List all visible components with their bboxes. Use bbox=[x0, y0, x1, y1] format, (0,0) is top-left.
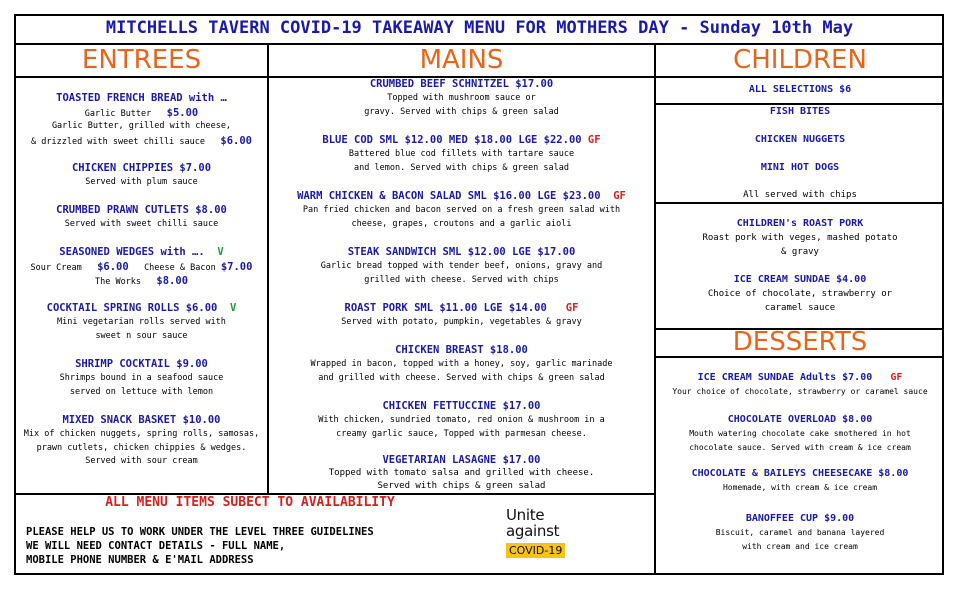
entree-snack-desc3: Served with sour cream bbox=[85, 456, 198, 466]
entree-toasted-bread: TOASTED FRENCH BREAD with … bbox=[56, 92, 227, 104]
children-fish-bites: FISH BITES bbox=[769, 106, 831, 117]
main-chicken-breast: CHICKEN BREAST $18.00 bbox=[395, 344, 528, 356]
main-chicken-bacon-salad bbox=[269, 190, 654, 202]
entree-toasted-bread-option1 bbox=[16, 107, 267, 119]
availability-notice: ALL MENU ITEMS SUBECT TO AVAILABILITY bbox=[105, 495, 395, 510]
main-steak-sandwich: STEAK SANDWICH SML $12.00 LGE $17.00 bbox=[347, 246, 576, 258]
main-chicken-fettuccine: CHICKEN FETTUCCINE $17.00 bbox=[382, 400, 541, 412]
children-ice-cream-sundae: ICE CREAM SUNDAE $4.00 bbox=[733, 274, 867, 285]
entree-prawn-cutlets: CRUMBED PRAWN CUTLETS $8.00 bbox=[56, 204, 227, 216]
entree-spring-rolls-desc2: sweet n sour sauce bbox=[95, 331, 188, 341]
dessert-chocolate-overload: CHOCOLATE OVERLOAD $8.00 bbox=[727, 414, 873, 425]
vegetarian-badge: V bbox=[217, 246, 224, 258]
item-name: WARM CHICKEN & BACON SALAD SML $16.00 LGE $23.00 bbox=[297, 190, 601, 202]
mains-heading: MAINS bbox=[419, 45, 504, 75]
main-fettuccine-desc1: With chicken, sundried tomato, red onion & mushroom in a bbox=[318, 415, 605, 425]
dessert-baileys-cheesecake: CHOCOLATE & BAILEYS CHEESECAKE $8.00 bbox=[691, 468, 909, 479]
option-price: $8.00 bbox=[156, 275, 189, 287]
children-chicken-nuggets: CHICKEN NUGGETS bbox=[754, 134, 846, 145]
logo-line-2: against bbox=[506, 522, 560, 540]
option-label: & drizzled with sweet chilli sauce bbox=[31, 137, 206, 147]
entree-chicken-chippies: CHICKEN CHIPPIES $7.00 bbox=[71, 162, 212, 174]
gluten-free-badge: GF bbox=[565, 302, 579, 314]
gluten-free-badge: GF bbox=[613, 190, 626, 202]
entree-snack-basket: MIXED SNACK BASKET $10.00 bbox=[62, 414, 221, 426]
entree-snack-desc2: prawn cutlets, chicken chippies & wedges. bbox=[36, 443, 247, 453]
main-cod-desc1: Battered blue cod fillets with tartare sauce bbox=[348, 149, 575, 159]
children-served-with-chips: All served with chips bbox=[743, 190, 857, 200]
logo-line-3: COVID-19 bbox=[506, 543, 565, 558]
unite-against-covid-logo bbox=[506, 507, 578, 558]
entree-shrimp-desc2: served on lettuce with lemon bbox=[69, 387, 214, 397]
entree-spring-rolls bbox=[16, 302, 267, 314]
children-sundae-desc1: Choice of chocolate, strawberry or bbox=[707, 289, 893, 299]
item-name: SEASONED WEDGES with …. bbox=[59, 246, 205, 258]
main-pork-desc1: Served with potato, pumpkin, vegetables & gravy bbox=[341, 317, 582, 327]
option-label: The Works bbox=[94, 277, 142, 287]
item-name: ROAST PORK SML $11.00 LGE $14.00 bbox=[344, 302, 547, 314]
entree-chicken-chippies-desc: Served with plum sauce bbox=[85, 177, 198, 187]
main-fettuccine-desc2: creamy garlic sauce, Topped with parmesan cheese. bbox=[336, 429, 587, 439]
guidelines-line-1: PLEASE HELP US TO WORK UNDER THE LEVEL THREE GUIDELINES bbox=[26, 526, 374, 538]
dessert-sundae-desc: Your choice of chocolate, strawberry or caramel sauce bbox=[672, 387, 928, 396]
children-allsel-divider bbox=[654, 103, 944, 105]
main-schnitzel-desc2: gravy. Served with chips & green salad bbox=[364, 107, 559, 117]
main-salad-desc1: Pan fried chicken and bacon served on a fresh green salad with bbox=[302, 205, 621, 215]
entree-prawn-cutlets-desc: Served with sweet chilli sauce bbox=[64, 219, 219, 229]
gluten-free-badge: GF bbox=[587, 134, 601, 146]
guidelines-line-2: WE WILL NEED CONTACT DETAILS - FULL NAME, bbox=[26, 540, 286, 552]
dessert-overload-desc2: chocolate sauce. Served with cream & ice cream bbox=[689, 443, 911, 452]
entree-snack-desc1: Mix of chicken nuggets, spring rolls, samosas, bbox=[23, 429, 260, 439]
children-pork-desc1: Roast pork with veges, mashed potato bbox=[702, 233, 898, 243]
main-steak-desc1: Garlic bread topped with tender beef, onions, gravy and bbox=[320, 261, 603, 271]
main-beef-schnitzel: CRUMBED BEEF SCHNITZEL $17.00 bbox=[369, 78, 554, 90]
option-label: Sour Cream bbox=[30, 263, 82, 273]
main-cod-desc2: and lemon. Served with chips & green salad bbox=[354, 163, 569, 173]
option-price: $6.00 bbox=[220, 135, 252, 147]
main-roast-pork bbox=[269, 302, 654, 314]
entree-seasoned-wedges bbox=[16, 246, 267, 258]
children-mid-divider bbox=[654, 202, 944, 204]
option-price: $7.00 bbox=[220, 261, 253, 273]
vegetarian-badge: V bbox=[230, 302, 237, 314]
children-sundae-desc2: caramel sauce bbox=[764, 303, 836, 313]
item-name: BLUE COD SML $12.00 MED $18.00 LGE $22.00 bbox=[322, 134, 582, 146]
menu-title: MITCHELLS TAVERN COVID-19 TAKEAWAY MENU FOR MOTHERS DAY - Sunday 10th May bbox=[105, 18, 854, 38]
section-head-divider-right bbox=[654, 76, 944, 78]
main-lasagne-desc1: Topped with tomato salsa and grilled with cheese. bbox=[328, 468, 595, 478]
entree-wedges-options bbox=[16, 261, 267, 273]
main-breast-desc2: and grilled with cheese. Served with chips & green salad bbox=[318, 373, 605, 383]
entree-toasted-bread-desc: Garlic Butter, grilled with cheese, bbox=[51, 121, 232, 131]
children-mini-hot-dogs: MINI HOT DOGS bbox=[760, 162, 840, 173]
dessert-banoffee-cup: BANOFFEE CUP $9.00 bbox=[745, 513, 855, 524]
entree-shrimp-cocktail: SHRIMP COCKTAIL $9.00 bbox=[75, 358, 208, 370]
entree-toasted-bread-option2 bbox=[16, 135, 267, 147]
option-label: Cheese & Bacon bbox=[144, 263, 216, 273]
dessert-overload-desc1: Mouth watering chocolate cake smothered in hot bbox=[689, 429, 911, 438]
main-schnitzel-desc1: Topped with mushroom sauce or bbox=[387, 93, 536, 103]
option-price: $5.00 bbox=[166, 107, 199, 119]
dessert-cheesecake-desc: Homemade, with cream & ice cream bbox=[722, 483, 878, 492]
entree-wedges-works bbox=[16, 275, 267, 287]
children-heading: CHILDREN bbox=[733, 45, 867, 75]
main-salad-desc2: cheese, grapes, croutons and a garlic aioli bbox=[351, 219, 572, 229]
children-roast-pork: CHILDREN's ROAST PORK bbox=[736, 218, 864, 229]
item-name: COCKTAIL SPRING ROLLS $6.00 bbox=[46, 302, 218, 314]
logo-line-1: Unite bbox=[506, 506, 545, 524]
guidelines-line-3: MOBILE PHONE NUMBER & E'MAIL ADDRESS bbox=[26, 554, 254, 566]
entrees-heading: ENTREES bbox=[81, 45, 202, 75]
item-name: ICE CREAM SUNDAE Adults $7.00 bbox=[697, 372, 873, 383]
entree-spring-rolls-desc1: Mini vegetarian rolls served with bbox=[57, 317, 226, 327]
main-vegetarian-lasagne: VEGETARIAN LASAGNE $17.00 bbox=[382, 454, 541, 466]
dessert-banoffee-desc1: Biscuit, caramel and banana layered bbox=[715, 528, 885, 537]
dessert-banoffee-desc2: with cream and ice cream bbox=[742, 542, 858, 551]
option-price: $6.00 bbox=[97, 261, 129, 273]
main-breast-desc1: Wrapped in bacon, topped with a honey, soy, garlic marinade bbox=[310, 359, 613, 369]
gluten-free-badge: GF bbox=[890, 372, 903, 383]
main-lasagne-desc2: Served with chips & green salad bbox=[377, 481, 546, 491]
main-steak-desc2: grilled with cheese. Served with chips bbox=[364, 275, 559, 285]
option-label: Garlic Butter bbox=[84, 109, 152, 119]
desserts-heading: DESSERTS bbox=[732, 327, 868, 357]
children-all-selections: ALL SELECTIONS $6 bbox=[748, 84, 852, 95]
dessert-ice-cream-sundae bbox=[656, 372, 944, 383]
main-blue-cod bbox=[269, 134, 654, 146]
entree-shrimp-desc1: Shrimps bound in a seafood sauce bbox=[59, 373, 224, 383]
children-pork-desc2: & gravy bbox=[781, 247, 819, 257]
